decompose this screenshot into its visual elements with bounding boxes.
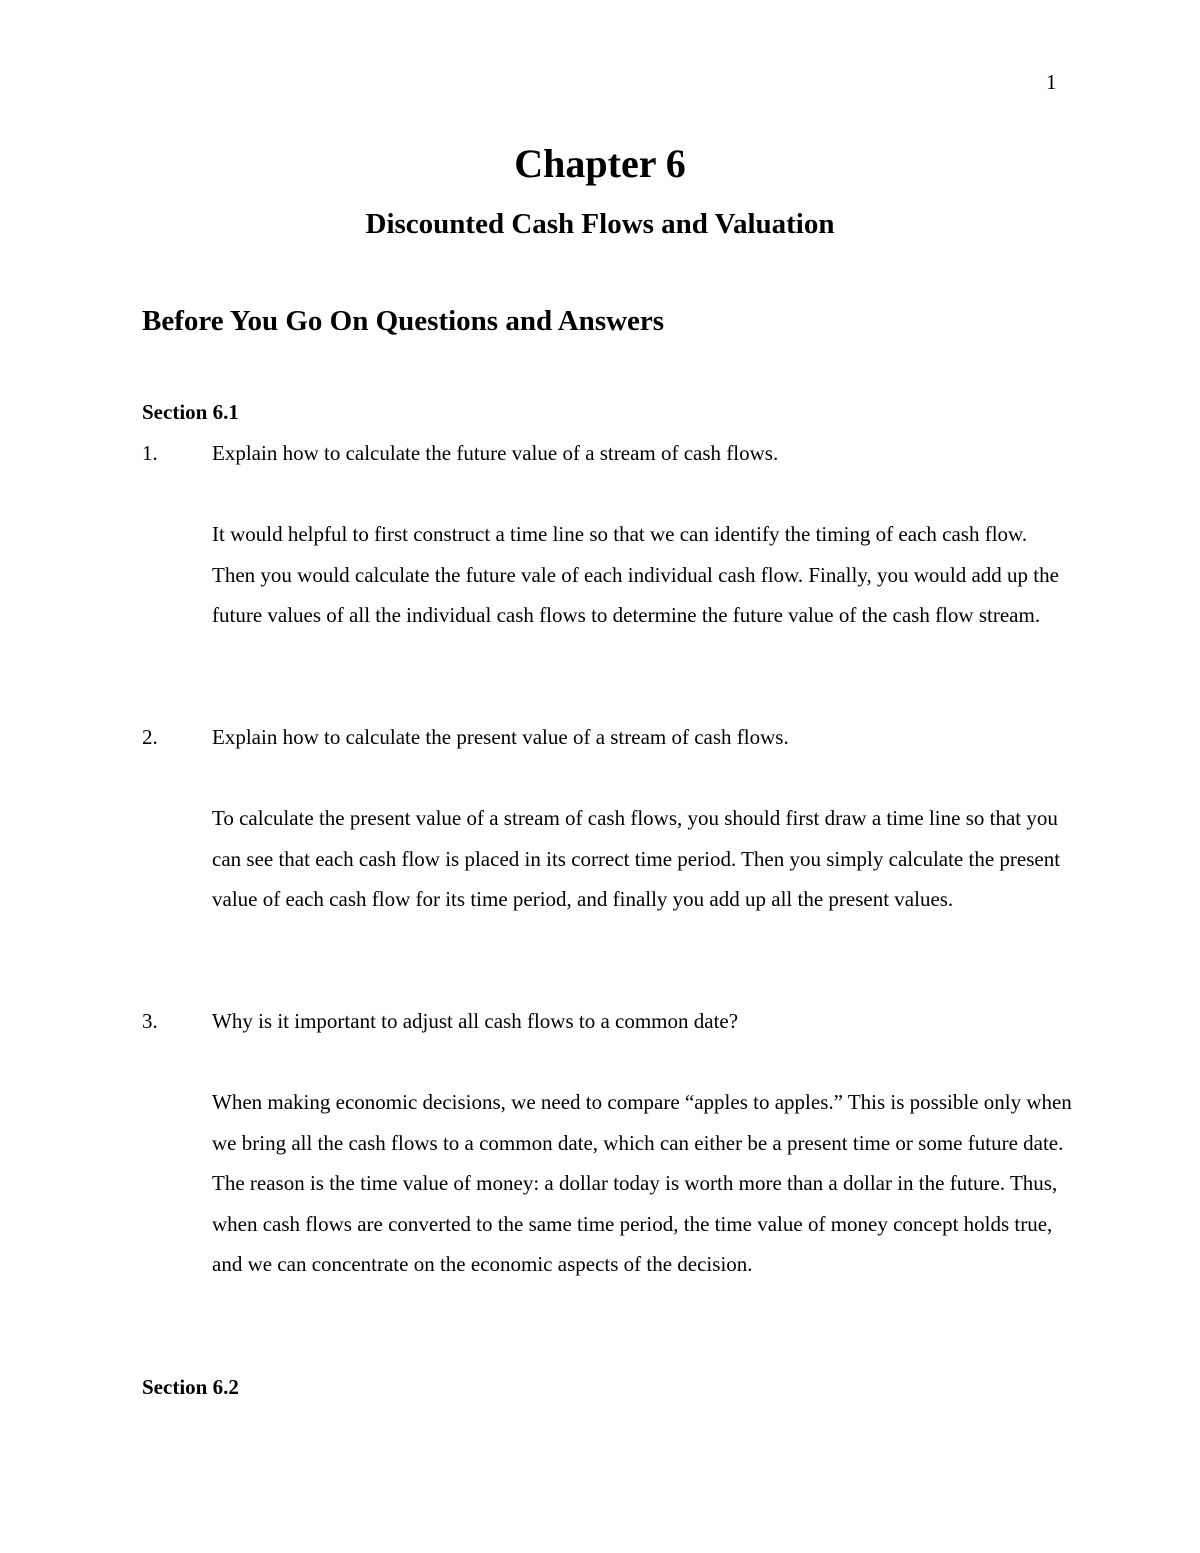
- section-label: Section 6.1: [142, 400, 239, 424]
- answer-text: It would helpful to first construct a time line so that we can identify the timing of each cash flow. Then you would calculate the future vale of each individual cash flow. Finally, you would add up the future values of all the individual cash flows to determine the future value of the cash flow stream.: [212, 522, 1059, 627]
- chapter-subtitle: Discounted Cash Flows and Valuation: [365, 208, 835, 240]
- page-number: 1: [1046, 70, 1057, 94]
- question-text: Why is it important to adjust all cash flows to a common date?: [212, 1009, 739, 1033]
- answer-text: To calculate the present value of a stream of cash flows, you should first draw a time line so that you can see that each cash flow is placed in its correct time period. Then you simply calculate the present value of each cash flow for its time period, and finally you add up all the present values.: [212, 806, 1061, 911]
- question-text: Explain how to calculate the future value of a stream of cash flows.: [212, 441, 779, 465]
- question-number: 2.: [142, 725, 158, 749]
- chapter-title: Chapter 6: [514, 141, 686, 186]
- question-number: 3.: [142, 1009, 158, 1033]
- question-number: 1.: [142, 441, 158, 465]
- section-label: Section 6.2: [142, 1375, 239, 1399]
- questions-heading: Before You Go On Questions and Answers: [142, 305, 665, 337]
- question-text: Explain how to calculate the present value of a stream of cash flows.: [212, 725, 789, 749]
- answer-text: When making economic decisions, we need to compare “apples to apples.” This is possible only when we bring all the cash flows to a common date, which can either be a present time or some future date. The reason is the time value of money: a dollar today is worth more than a dollar in the future. Thus, when cash flows are converted to the same time period, the time value of money concept holds true, and we can concentrate on the economic aspects of the decision.: [212, 1090, 1072, 1276]
